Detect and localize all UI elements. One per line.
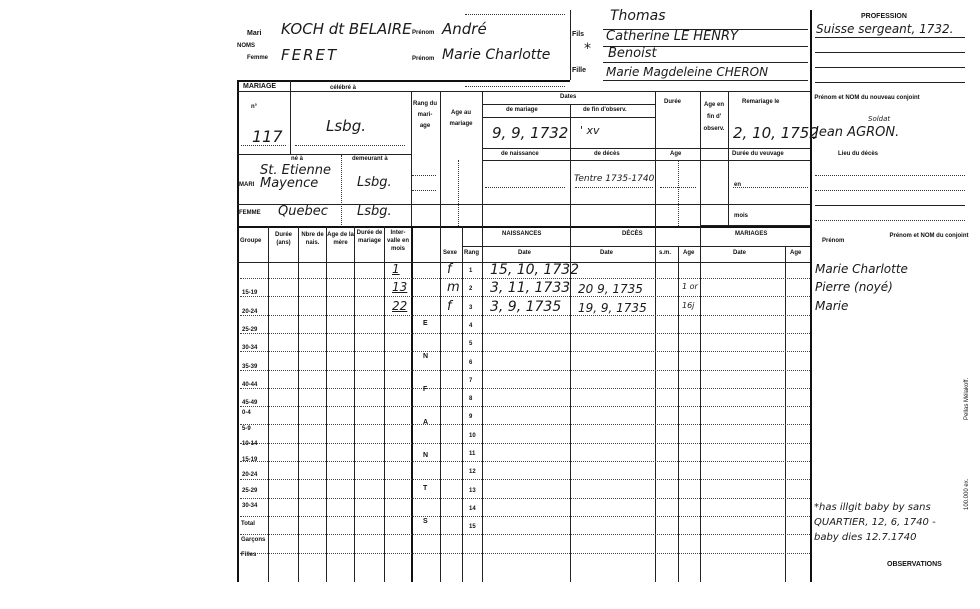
naissances-label: NAISSANCES bbox=[502, 231, 542, 237]
garcons-label: Garçons bbox=[241, 537, 266, 543]
enfants-letter: N bbox=[423, 452, 429, 459]
mari-prenom: André bbox=[442, 20, 487, 38]
femme-nom: FERET bbox=[281, 46, 339, 64]
noms-label: NOMS bbox=[237, 43, 255, 49]
age-label: Age bbox=[670, 151, 682, 157]
rank-number: 3 bbox=[469, 304, 473, 311]
rank-number: 11 bbox=[469, 451, 476, 457]
mariage-age-label: Age bbox=[790, 250, 802, 256]
profession-value: Suisse sergeant, 1732. bbox=[816, 22, 954, 36]
age-fin-label: Age en fin d' observ. bbox=[703, 102, 725, 132]
grid-row-line bbox=[240, 461, 810, 462]
interval-value: 1 bbox=[392, 262, 400, 276]
group-label-lower: 0-4 bbox=[242, 410, 251, 416]
child-deces-age: 16j bbox=[682, 300, 695, 310]
group-label-upper: 15-19 bbox=[242, 290, 258, 297]
group-label-lower: 20-24 bbox=[242, 472, 258, 478]
mari-prenom-label: Prénom bbox=[412, 30, 435, 36]
naissance-label: de naissance bbox=[501, 151, 539, 157]
fin-observ-value: ' xv bbox=[580, 124, 600, 137]
group-label-lower: 30-34 bbox=[242, 503, 258, 509]
fils-pere: Thomas bbox=[610, 8, 666, 24]
observations-label: OBSERVATIONS bbox=[887, 561, 942, 568]
side-text-1: Pellas Mélakoff. bbox=[964, 377, 970, 420]
femme-prenom: Marie Charlotte bbox=[442, 47, 551, 63]
age-mere-label: Age de la mère bbox=[327, 232, 354, 246]
total-label: Total bbox=[241, 521, 255, 527]
group-label-upper: 30-34 bbox=[242, 345, 258, 352]
group-label-lower: 5-9 bbox=[242, 425, 251, 432]
child-sexe: f bbox=[447, 262, 452, 277]
deces-header-label: DÉCÈS bbox=[622, 231, 643, 237]
child-deces: 19, 9, 1735 bbox=[578, 300, 647, 315]
femme-label: Femme bbox=[247, 55, 269, 61]
grid-row-line bbox=[240, 516, 810, 517]
interval-value: 22 bbox=[392, 298, 408, 313]
rank-number: 6 bbox=[469, 359, 473, 366]
enfants-letter: F bbox=[423, 386, 428, 393]
rank-number: 9 bbox=[469, 414, 473, 421]
mariage-label: MARIAGE bbox=[243, 83, 277, 90]
child-prenom: Pierre (noyé) bbox=[815, 280, 893, 295]
en-label: en bbox=[734, 182, 742, 188]
grid-row-line bbox=[240, 534, 810, 535]
child-prenom: Marie Charlotte bbox=[815, 262, 908, 276]
sm-label: s.m. bbox=[659, 250, 672, 256]
group-label-upper: 25-29 bbox=[242, 326, 258, 333]
femme-row-label: FEMME bbox=[239, 210, 261, 216]
rank-number: 12 bbox=[469, 469, 476, 476]
child-sexe: f bbox=[447, 298, 452, 314]
dates-label: Dates bbox=[560, 94, 577, 100]
child-deces-age: 1 or bbox=[682, 282, 698, 292]
grid-row-line bbox=[240, 406, 810, 407]
rank-number: 14 bbox=[469, 505, 476, 512]
rang-child-label: Rang bbox=[464, 250, 479, 256]
interval-value: 13 bbox=[392, 280, 408, 295]
observation-line-1: *has illgit baby by sans bbox=[814, 502, 931, 513]
mari-ne-a: St. Etienne Mayence bbox=[260, 163, 332, 191]
ne-a-label: né à bbox=[291, 156, 304, 162]
sexe-label: Sexe bbox=[443, 250, 458, 256]
fils-mere: Catherine LE HENRY bbox=[606, 29, 738, 44]
duree-label: Durée bbox=[664, 99, 682, 105]
femme-prenom-label: Prénom bbox=[412, 56, 435, 62]
child-deces: 20 9, 1735 bbox=[578, 282, 643, 297]
fille-label: Fille bbox=[572, 67, 587, 74]
fille-pere: Benoist bbox=[608, 46, 657, 61]
fils-label: Fils bbox=[572, 31, 585, 38]
child-naissance: 3, 9, 1735 bbox=[490, 298, 562, 315]
side-text-2: 100.000 ex. bbox=[964, 478, 970, 510]
grid-row-line bbox=[240, 351, 810, 352]
group-label-upper: 35-39 bbox=[242, 363, 258, 370]
rank-number: 13 bbox=[469, 487, 476, 494]
rank-number: 5 bbox=[469, 341, 473, 348]
remariage-date: 2, 10, 1752 bbox=[733, 124, 819, 142]
femme-ne-a: Quebec bbox=[278, 204, 328, 219]
nouveau-conjoint: Jean AGRON. bbox=[815, 125, 900, 140]
remariage-label: Remariage le bbox=[742, 99, 780, 105]
group-label-lower: 25-29 bbox=[242, 487, 258, 494]
child-prenom: Marie bbox=[815, 298, 849, 313]
rank-number: 4 bbox=[469, 322, 473, 329]
group-label-upper: 45-49 bbox=[242, 400, 258, 407]
rang-mariage-label: Rang du mari- age bbox=[413, 101, 437, 129]
grid-row-line bbox=[240, 443, 810, 444]
duree-ans-label: Durée (ans) bbox=[274, 232, 292, 246]
profession-label: PROFESSION bbox=[861, 13, 907, 20]
mari-demeurant: Lsbg. bbox=[357, 175, 392, 190]
grid-row-line bbox=[240, 278, 810, 279]
child-sexe: m bbox=[447, 280, 460, 296]
child-naissance: 3, 11, 1733 bbox=[490, 280, 571, 297]
deces-age-label: Age bbox=[683, 250, 695, 256]
rank-number: 2 bbox=[469, 286, 473, 293]
nouveau-conjoint-note: Soldat bbox=[868, 115, 891, 123]
rank-number: 7 bbox=[469, 377, 473, 384]
naissance-date-label: Date bbox=[518, 250, 532, 256]
grid-row-line bbox=[240, 315, 810, 316]
grid-row-line bbox=[240, 479, 810, 480]
nbre-naiss-label: Nbre de nais. bbox=[301, 232, 324, 246]
enfants-letter: T bbox=[423, 485, 428, 492]
mari-label: Mari bbox=[247, 30, 262, 37]
femme-demeurant: Lsbg. bbox=[357, 204, 392, 219]
filles-label: Filles bbox=[241, 552, 257, 558]
rank-number: 1 bbox=[469, 268, 473, 274]
intervalle-label: Inter- valle en mois bbox=[386, 230, 409, 252]
lieu-deces-label: Lieu du décès bbox=[838, 151, 879, 157]
groupe-label: Groupe bbox=[240, 238, 262, 244]
prenom-header-label: Prénom bbox=[822, 238, 845, 244]
age-au-mariage-label: Age au mariage bbox=[449, 110, 473, 127]
celebre-value: Lsbg. bbox=[326, 117, 366, 135]
celebre-label: célébré à bbox=[330, 85, 357, 91]
mariage-number: 117 bbox=[252, 127, 283, 146]
deces-label: de décès bbox=[594, 151, 620, 157]
deces-date-label: Date bbox=[600, 250, 614, 256]
observation-line-3: baby dies 12.7.1740 bbox=[814, 532, 917, 543]
group-label-upper: 20-24 bbox=[242, 308, 258, 315]
mois-label: mois bbox=[734, 213, 749, 219]
mariage-date-label: Date bbox=[733, 250, 747, 256]
group-label-upper: 40-44 bbox=[242, 381, 258, 388]
enfants-letter: S bbox=[423, 518, 428, 525]
enfants-letter: A bbox=[423, 419, 429, 426]
grid-row-line bbox=[240, 296, 810, 297]
fin-observ-label: de fin d'observ. bbox=[583, 107, 627, 113]
no-label: n° bbox=[251, 104, 258, 110]
duree-mariage-label: Durée de mariage bbox=[356, 230, 383, 244]
grid-row-line bbox=[240, 553, 810, 554]
conjoint-header-label: Prénom et NOM du conjoint bbox=[889, 233, 969, 239]
observation-line-2: QUARTIER, 12, 6, 1740 - bbox=[814, 517, 936, 528]
nouveau-conjoint-label: Prénom et NOM du nouveau conjoint bbox=[814, 95, 920, 101]
grid-row-line bbox=[240, 498, 810, 499]
grid-row-line bbox=[240, 388, 810, 389]
grid-row-line bbox=[240, 424, 810, 425]
group-label-lower: 10-14 bbox=[242, 441, 258, 447]
de-mariage-label: de mariage bbox=[506, 107, 538, 113]
mariages-label: MARIAGES bbox=[735, 231, 768, 237]
grid-row-line bbox=[240, 333, 810, 334]
grid-row-line bbox=[240, 370, 810, 371]
demeurant-label: demeurant à bbox=[352, 156, 388, 162]
enfants-letter: E bbox=[423, 320, 428, 327]
mari-deces: Tentre 1735-1740 bbox=[574, 174, 655, 184]
fille-mere: Marie Magdeleine CHERON bbox=[606, 65, 769, 79]
date-mariage: 9, 9, 1732 bbox=[492, 124, 569, 142]
duree-veuvage-label: Durée du veuvage bbox=[732, 151, 784, 157]
enfants-letter: N bbox=[423, 353, 429, 360]
rank-number: 15 bbox=[469, 524, 476, 531]
mari-nom: KOCH dt BELAIRE bbox=[281, 20, 412, 38]
fille-mark: * bbox=[584, 41, 591, 57]
rank-number: 10 bbox=[469, 432, 476, 439]
child-naissance: 15, 10, 1732 bbox=[490, 262, 580, 278]
rank-number: 8 bbox=[469, 396, 473, 403]
group-label-lower: 15-19 bbox=[242, 456, 258, 463]
mari-row-label: MARI bbox=[239, 182, 255, 188]
